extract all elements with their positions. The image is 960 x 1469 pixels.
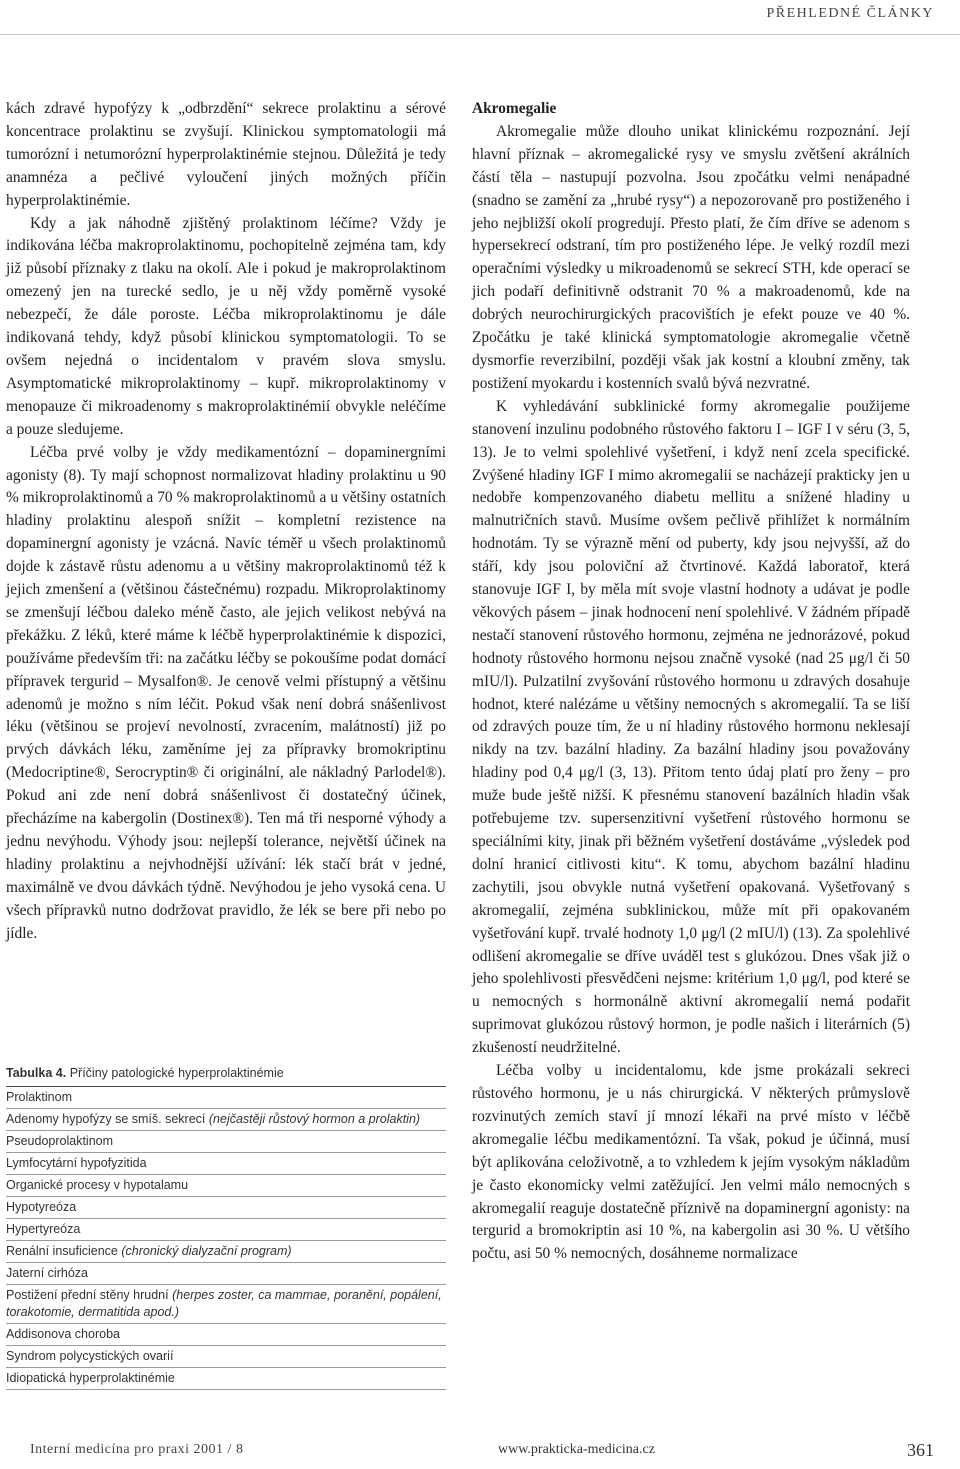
left-column [6,98,446,946]
table-row [6,1087,446,1109]
page-header [0,0,960,35]
table-row [6,1131,446,1153]
table-row-text: Idiopatická hyperprolaktinémie [6,1371,175,1385]
table-row [6,1285,446,1324]
table-row-note: (chronický dialyzační program) [121,1244,292,1258]
table-row-text: Adenomy hypofýzy se smíš. sekrecí [6,1112,206,1126]
table-row-text: Prolaktinom [6,1090,72,1104]
table-row-text: Hypertyreóza [6,1222,81,1236]
table-rows [6,1086,446,1390]
table-row-text: Renální insuficience [6,1244,118,1258]
paragraph: Léčba volby u incidentalomu, kde jsme prokázali sekreci růstového hormonu, je u nás chirurgická. V některých průmyslově rozvinutých zemích staví jí mnozí lékaři na prvé místo v léčbě akromegalie léčbu medikamentózní. Ta však, pokud je účinná, musí být aplikována celoživotně, a to vzhledem k jejím vysokým nákladům je často ekonomicky velmi zatěžující. Jen velmi málo nemocných s akromegalií reaguje dostatečně příznivě na dopaminergní agonisty: na tergurid a bromokriptin asi 10 %, na kabergolin asi 30 %. U většího počtu, asi 50 % nemocných, dosáhneme normalizace [472,1062,910,1263]
paragraph: K vyhledávání subklinické formy akromegalie použijeme stanovení inzulinu podobného růstového faktoru I – IGF I v séru (3, 5, 13). Je to velmi spolehlivé vyšetření, i když není zcela specifické. Zvýšené hladiny IGF I mimo akromegalii se nacházejí prakticky jen u nedobře kompenzovaného diabetu mellitu a snížené hladiny u malnutričních stavů. Musíme ovšem pečlivě přihlížet k normálním hodnotám. Ty se výrazně mění od puberty, kdy jsou nejvyšší, až do stáří, kdy jsou poloviční až čtvrtinové. Každá laboratoř, která stanovuje IGF I, by měla mít svoje vlastní hodnoty a udávat je podle věkových pásem – jinak hodnocení není spolehlivé. V žádném případě nestačí stanovení růstového hormonu, zejména ne jednorázové, pokud hodnoty růstového hormonu nejsou značně vysoké (nad 25 μg/l či 50 mIU/l). Pulzatilní zvyšování růstového hormonu u zdravých dosahuje hodnot, které nalézáme u většiny nemocných s akromegalií. Ta se liší od zdravých pouze tím, že u ní hladiny růstového hormonu neklesají nikdy na tzv. bazální hladiny. Za bazální hladiny jsou považovány hladiny pod 0,4 μg/l (3, 13). Přitom tento údaj platí pro ženy – pro muže bude ještě nižší. K přesnému stanovení bazálních hladin však potřebujeme tzv. supersenzitivní vyšetření růstového hormonu se speciálními kity, jinak při běžném vyšetření dostáváme „výsledek pod dolní hranicí citlivosti kitu“. K tomu, abychom bazální hladinu zachytili, jsou obvykle nutná vyšetření opakovaná. Vyšetřovaný s akromegalií, zejména subklinickou, může mít při opakovaném vyšetřování kupř. trvalé hodnoty 1,0 μg/l (2 mIU/l) (13). Za spolehlivé odlišení akromegalie se dříve uváděl test s glukózou. Dnes však již o jeho spolehlivosti přesvědčeni nejsme: kritérium 1,0 μg/l, pod které se u nemocných s hormonálně aktivní akromegalií nemá podařit suprimovat glukózou růstový hormon, je podle našich i literárních (5) zkušeností neudržitelné. [472,397,910,1057]
table-row-text: Syndrom polycystických ovarií [6,1349,174,1363]
table-4 [6,1066,446,1390]
table-row-text: Lymfocytární hypofyzitida [6,1156,147,1170]
table-row [6,1346,446,1368]
table-caption [6,1066,446,1080]
page-footer [0,1436,960,1466]
table-row-text: Hypotyreóza [6,1200,77,1214]
table-caption-text: Příčiny patologické hyperprolaktinémie [69,1066,284,1080]
section-heading: Akromegalie [472,100,557,117]
table-row [6,1175,446,1197]
paragraph: Léčba prvé volby je vždy medikamentózní – dopaminergními agonisty (8). Ty mají schopnost normalizovat hladiny prolaktinu u 90 % mikroprolaktinomů a 70 % makroprolaktinomů a u většiny ostatních hladiny prolaktinu alespoň snížit – kompletní rezistence na dopaminergní agonisty je vzácná. Navíc téměř u všech prolaktinomů dojde k zástavě růstu adenomu a u většiny makroprolaktinomů též k jejich zmenšení a (většinou částečnému) rozpadu. Mikroprolaktinomy se zmenšují léčbou daleko méně často, ale jejich velikost nebývá na překážku. Z léků, které máme k léčbě hyperprolaktinémie k dispozici, používáme především tři: na začátku léčby se pokoušíme podat domácí přípravek tergurid – Mysalfon®. Je cenově velmi přístupný a většinu adenomů je možno s ním léčit. Pokud však není dobrá snášenlivost léku (většinou se projeví nevolností, zvracením, malátností) již po prvých dávkách léku, zaměníme jej za přípravky bromokriptinu (Medocriptine®, Serocryptin® či originální, ale nákladný Parlodel®). Pokud ani zde není dobrá snášenlivost či dostatečný účinek, přecházíme na kabergolin (Dostinex®). Ten má tři nesporné výhody a jednu nevýhodu. Výhody jsou: nejlepší tolerance, největší účinek na hladiny prolaktinu a nejvhodnější užívání: lék stačí brát v jedné, maximálně ve dvou dávkách týdně. Nevýhodou je jeho vysoká cena. U všech přípravků nutno dodržovat pravidlo, že lék se bere při nebo po jídle. [6,443,446,942]
table-row-note: (herpes zoster, ca mammae, poranění, popálení, torakotomie, dermatitida apod.) [6,1288,442,1319]
page-number: 361 [907,1440,934,1460]
table-row-text: Jaterní cirhóza [6,1266,88,1280]
table-row [6,1368,446,1390]
table-row [6,1324,446,1346]
table-row [6,1263,446,1285]
footer-url[interactable]: www.prakticka-medicina.cz [498,1442,655,1457]
table-row-note: (nejčastěji růstový hormon a prolaktin) [208,1112,421,1126]
table-row-text: Pseudoprolaktinom [6,1134,114,1148]
table-row [6,1109,446,1131]
table-row [6,1153,446,1175]
table-row-text: Organické procesy v hypotalamu [6,1178,189,1192]
table-row [6,1219,446,1241]
paragraph: Kdy a jak náhodně zjištěný prolaktinom léčíme? Vždy je indikována léčba makroprolaktinomu, pochopitelně zejména tam, kdy již působí příznaky z tlaku na okolí. Ale i pokud je makroprolaktinom omezený jen na turecké sedlo, je u něj vždy poměrně vysoké nebezpečí, že dále poroste. Léčba mikroprolaktinomu je dále indikovaná tehdy, když působí klinickou symptomatologii. To se ovšem nejedná o incidentalom v pravém slova smyslu. Asymptomatické mikroprolaktinomy – kupř. mikroprolaktinomy v menopauze či mikroadenomy s makroprolaktinémií obvykle neléčíme a pouze sledujeme. [6,214,446,438]
table-caption-label: Tabulka 4. [6,1066,67,1080]
footer-journal: Interní medicína pro praxi 2001 / 8 [30,1442,244,1457]
table-row-text: Addisonova choroba [6,1327,120,1341]
table-row [6,1197,446,1219]
paragraph: Akromegalie může dlouho unikat klinickému rozpoznání. Její hlavní příznak – akromegalické rysy ve smyslu zvětšení akrálních částí těla – nastupují pozvolna. Jsou zpočátku velmi nenápadné (snadno se zamění za „hrubé rysy“) a nepozorovaně pro postiženého i jeho nejbližší okolí progredují. Přesto platí, že čím dříve se adenom s hypersekrecí odstraní, tím pro postiženého lépe. Je velký rozdíl mezi operačními výsledky u mikroadenomů se sekrecí STH, kde operací se jich podaří definitivně odstranit 70 % a makroadenomů, kde na dobrých neurochirurgických pracovištích je efekt pouze ve 40 %. Zpočátku je také klinická symptomatologie akromegalie včetně dysmorfie reverzibilní, později však jak kostní a kloubní změny, tak postižení myokardu i kostenních svalů bývá nezvratné. [472,122,910,392]
paragraph: kách zdravé hypofýzy k „odbrzdění“ sekrece prolaktinu a sérové koncentrace prolaktinu se zvyšují. Klinickou symptomatologii má tumorózní i netumorózní hyperprolaktinémie stejnou. Důležitá je tedy anamnéza a pečlivé vyloučení jiných možných příčin hyperprolaktinémie. [6,100,446,209]
table-row [6,1241,446,1263]
section-title: PŘEHLEDNÉ ČLÁNKY [766,6,934,21]
table-row-text: Postižení přední stěny hrudní [6,1288,169,1302]
right-column [472,98,910,1266]
